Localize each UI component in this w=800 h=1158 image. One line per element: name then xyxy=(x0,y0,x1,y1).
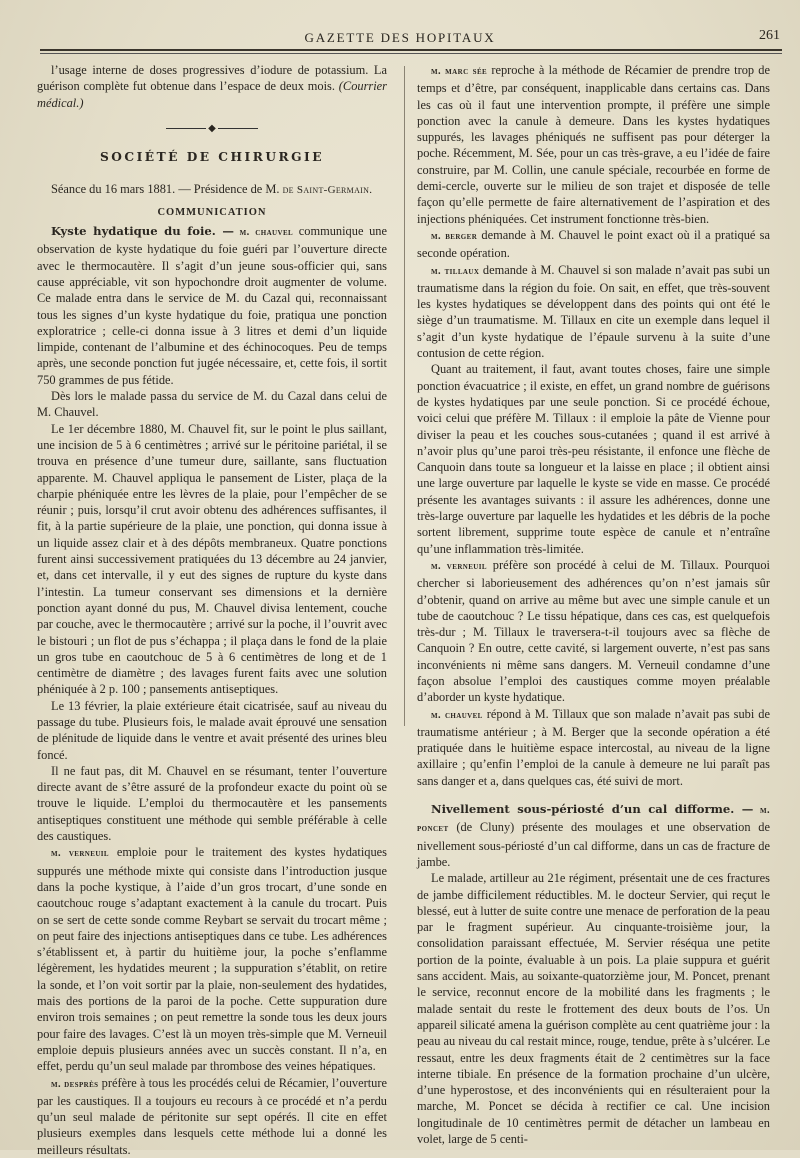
intro-paragraph xyxy=(37,62,387,111)
berger-author: m. berger xyxy=(431,230,478,242)
berger-paragraph xyxy=(417,227,770,262)
verneuil-body: emploie pour le traitement des kystes hydatiques suppurés une méthode mixte qui consiste dans l’introduction jusque dans la poche kystique, à l’aide d’un gros trocart, d’une sonde en caoutchouc rouge s’adaptant exactement à la canule du trocart. Puis on se sert de cette sonde comme Reybart se servait du trocart même ; on peut faire des injections antiseptiques dans ce tube. Les adhérences s’établissent et, à partir du huitième jour, la poche s’enflamme légèrement, les hydatides meurent ; la suppuration s’établit, on retire la sonde, et l’on voit sortir par la plaie, non-seulement des hydatides, mais des portions de la paroi de la poche. Cette suppuration dure environ trois semaines ; on peut remettre la sonde tous les deux jours pour faire des lavages. C’est là un moyen très-simple que M. Verneuil emploie depuis plusieurs années avec un succès constant. Il n’a, en effet, perdu qu’un seul malade par thrombose des veines hépatiques. xyxy=(37,845,387,1074)
chauvel2-body: répond à M. Tillaux que son malade n’avait pas subi de traumatisme antérieur ; à M. Berger que la seconde opération a été pratiquée dans le huitième espace intercostal, au niveau de la ligne axillaire ; qu’enfin l’emploi de la canule à demeure ne lui paraît pas sans danger et a, dans quelques cas, été suivi de mort. xyxy=(417,706,770,788)
tillaux-paragraph-2: Quant au traitement, il faut, avant toutes choses, faire une simple ponction évacuatrice ; il existe, en effet, un grand nombre de guérisons de kystes hydatiques par une seule ponction. Si ce procédé échoue, voici celui que préfère M. Tillaux : il emploie la pâte de Vienne pour diviser la peau et les couches sous-cutanées ; quand il est arrivé à n’avoir plus qu’une paroi très-peu résistante, il enfonce une flèche de Canquoin dans toute sa longueur et la laisse en place ; il obtient ainsi une large ouverture par laquelle le kyste se vide en masse. Ce procédé présente les avantages suivants : il assure les adhérences, donne une très-large ouverture par laquelle les hydatides et les débris de la poche sortent librement, supprime toute espèce de canule et n’entraîne qu’une inflammation très-limitée. xyxy=(417,362,770,556)
verneuil2-paragraph xyxy=(417,557,770,706)
chauvel2-author: m. chauvel xyxy=(431,709,483,721)
verneuil2-author: m. verneuil xyxy=(431,560,487,572)
nivellement-title: Nivellement sous-périosté d’un cal difforme. — xyxy=(431,802,754,817)
tillaux-author: m. tillaux xyxy=(431,265,480,277)
kyste-body: communique une observation de kyste hydatique du foie guéri par l’ouverture directe avec le thermocautère. Il s’agit d’un jeune sous-officier qui, sans cause appréciable, vit son hypochondre droit augmenter de volume. Ce malade entra dans le service de M. du Cazal qui, reconnaissant tous les signes d’un kyste hydatique du foie, pratiqua une ponction exploratrice ; celle-ci donna issue à 3 litres et demi d’un liquide limpide, contenant de l’albumine et des échinocoques. Peu de temps après, une seconde ponction fut jugée nécessaire, et, cette fois, il sortit 750 grammes de pus fétide. xyxy=(37,224,387,387)
session-text: Séance du 16 mars 1881. — Présidence de M. xyxy=(51,182,280,197)
right-column xyxy=(417,62,770,1147)
verneuil-paragraph xyxy=(37,844,387,1074)
nivellement-paragraph xyxy=(417,801,770,870)
section-title: SOCIÉTÉ DE CHIRURGIE xyxy=(99,150,324,165)
despres-paragraph xyxy=(37,1075,387,1158)
session-president: de Saint-Germain. xyxy=(282,184,373,197)
marc-see-author: m. marc sée xyxy=(431,66,488,77)
header-rule xyxy=(40,49,782,51)
intro-text: l’usage interne de doses progressives d’iodure de potassium. La guérison complète fut obtenue dans l’espace de deux mois. xyxy=(37,63,387,94)
communication-heading: COMMUNICATION xyxy=(157,206,267,218)
paragraph-3: Le 1er décembre 1880, M. Chauvel fit, sur le point le plus saillant, une incision de 5 à 6 centimètres ; arrivé sur le péritoine pariétal, il se trouva en présence d’une tumeur dure, saillante, sans fluctuation apparente. M. Chauvel appliqua le pansement de Lister, plaça de la charpie phéniquée entre les lèvres de la plaie, pour l’empêcher de se réunir ; puis, lorsqu’il crut avoir obtenu des adhérences suffisantes, il fit, à la partie supérieure de la plaie, une ponction, qui donna issue à un liquide assez clair et à des dépôts membraneux. Quatre ponctions furent ainsi successivement pratiquées du 13 décembre au 24 janvier, et, dans cet intervalle, il y eut des signes de rupture du kyste dans l’intestin. La tumeur conservant ses dimensions et la dernière ponction ayant donné du pus, M. Chauvel divisa lentement, couche par couche, avec le thermocautère ; arrivé sur la poche, il l’ouvrit avec le bistouri ; un flot de pus s’échappa ; il plaça dans le fond de la plaie un gros tube en caoutchouc de 5 à 6 centimètres de long et de 1 centimètre de diamètre ; des lavages furent faits avec une solution phéniquée à 2 p. 100 ; pansements antiseptiques. xyxy=(37,421,387,697)
paragraph-5: Il ne faut pas, dit M. Chauvel en se résumant, tenter l’ouverture directe avant de s’être assuré de la profondeur exacte du point où se trouve le liquide. L’emploi du thermocautère et les pansements antiseptiques constituent une méthode qui semble préférable à celle des caustiques. xyxy=(37,763,387,844)
paragraph-2: Dès lors le malade passa du service de M. du Cazal dans celui de M. Chauvel. xyxy=(37,389,387,420)
verneuil2-body: préfère son procédé à celui de M. Tillaux. Pourquoi chercher si laborieusement des adhérences qu’on n’est jamais sûr d’obtenir, quand on arrive au même but avec une simple canule et un tube de caoutchouc ? Le tissu hépatique, dans ces cas, est quelquefois très-dur ; M. Tillaux le traversera-t-il toujours avec sa flèche de Canquoin ? En outre, cette cavité, si largement ouverte, n’est pas sans inconvénients ni même sans dangers. M. Verneuil condamne d’une façon absolue l’emploi des caustiques comme moyen préalable d’aborder un kyste hydatique. xyxy=(417,557,770,705)
tillaux-body: demande à M. Chauvel si son malade n’avait pas subi un traumatisme dans la région du foie. On sait, en effet, que très-souvent les kystes hydatiques se développent dans des points qui ont été le siège d’un traumatisme. M. Tillaux en cite un exemple dans lequel il s’agit d’un kyste hydatique de l’épaule survenu à la suite d’une contusion de cette région. xyxy=(417,262,770,361)
despres-body: préfère à tous les procédés celui de Récamier, l’ouverture par les caustiques. Il a toujours eu recours à ce procédé et n’a perdu qu’un seul malade de péritonite sur sept opérés. Il cite en effet plusieurs exemples dans lesquels cette méthode lui a donné les meilleurs résultats. xyxy=(37,1075,387,1157)
running-title: GAZETTE DES HOPITAUX xyxy=(304,30,496,45)
berger-body: demande à M. Chauvel le point exact où il a pratiqué sa seconde opération. xyxy=(417,227,770,261)
verneuil-author: m. verneuil xyxy=(51,848,109,860)
tillaux-paragraph xyxy=(417,262,770,362)
nivellement-author: m. poncet xyxy=(417,805,770,835)
column-divider xyxy=(404,66,405,726)
kyste-author: m. chauvel xyxy=(239,227,294,239)
intro-source: (Courrier médical.) xyxy=(37,79,387,110)
left-column xyxy=(37,62,387,1158)
session-line xyxy=(37,181,387,198)
ornament-divider xyxy=(37,121,387,137)
despres-author: m. desprès xyxy=(51,1078,99,1090)
nivellement-body: (de Cluny) présente des moulages et une observation de nivellement sous-périosté d’un cal difforme, dans un cas de fracture de jambe. xyxy=(417,820,770,869)
kyste-title: Kyste hydatique du foie. — xyxy=(51,224,235,239)
kyste-paragraph xyxy=(37,223,387,388)
paragraph-4: Le 13 février, la plaie extérieure était cicatrisée, sauf au niveau du passage du tube. Plusieurs fois, le malade avait éprouvé une sensation de plénitude de liquide dans le ventre et avait présenté des urines bleu foncé. xyxy=(37,698,387,762)
marc-see-body: reproche à la méthode de Récamier de prendre trop de temps et d’être, par conséquent, inapplicable dans certains cas. Dans les cas où il faut une intervention prompte, il préfère une simple ponction avec la canule à demeure. Dans les kystes hydatiques suppurés, les lavages phéniqués ne suffisent pas pour déterger la poche. Récemment, M. Sée, pour un cas très-grave, a eu l’idée de faire construire, par M. Collin, une canule spéciale, recourbée en forme de demi-cercle, ouverte sur le milieu de son trajet et disposée de telle façon qu’elle permette de faire alternativement de l’aspiration et des injections phéniquées. Cet instrument fonctionne très-bien. xyxy=(417,63,770,226)
header-rule-thin xyxy=(40,53,782,54)
page-number: 261 xyxy=(759,28,780,43)
chauvel2-paragraph xyxy=(417,706,770,789)
spacer xyxy=(417,789,770,801)
poncet-paragraph-2: Le malade, artilleur au 21e régiment, présentait une de ces fractures de jambe difficilement réductibles. M. le docteur Servier, qui reçut le blessé, eut à lutter de suite contre une menace de perforation de la peau par le fragment supérieur. Au cinquante-troisième jour, la consolidation paraissant effectuée, M. Servier réséqua une petite portion de la pointe, évaluable à un pois. La plaie suppura et guérit sans accident. Mais, au soixante-quatorzième jour, M. Poncet, prenant le service, reconnut encore de la mobilité dans les fragments ; le malade sentait du reste le frottement des deux bouts de l’os. Un appareil silicaté amena la guérison complète au cent quatrième jour : la peau au niveau du cal restait mince, rouge, tendue, prête à s’ulcérer. Le ressaut, entre les deux fragments était de 2 centimètres sur la face interne tibiale. En présence de la formation prochaine d’un ulcère, d’une hyperostose, et des inconvénients qui en résulteraient pour la marche, M. Poncet se décida à rectifier ce cal. Une incision longitudinale de 10 centimètres permit de détacher un lambeau en volet, large de 5 centi- xyxy=(417,871,770,1146)
page-header xyxy=(0,0,800,52)
ornament-glyph: ◆ xyxy=(208,122,216,134)
marc-see-paragraph xyxy=(417,62,770,227)
